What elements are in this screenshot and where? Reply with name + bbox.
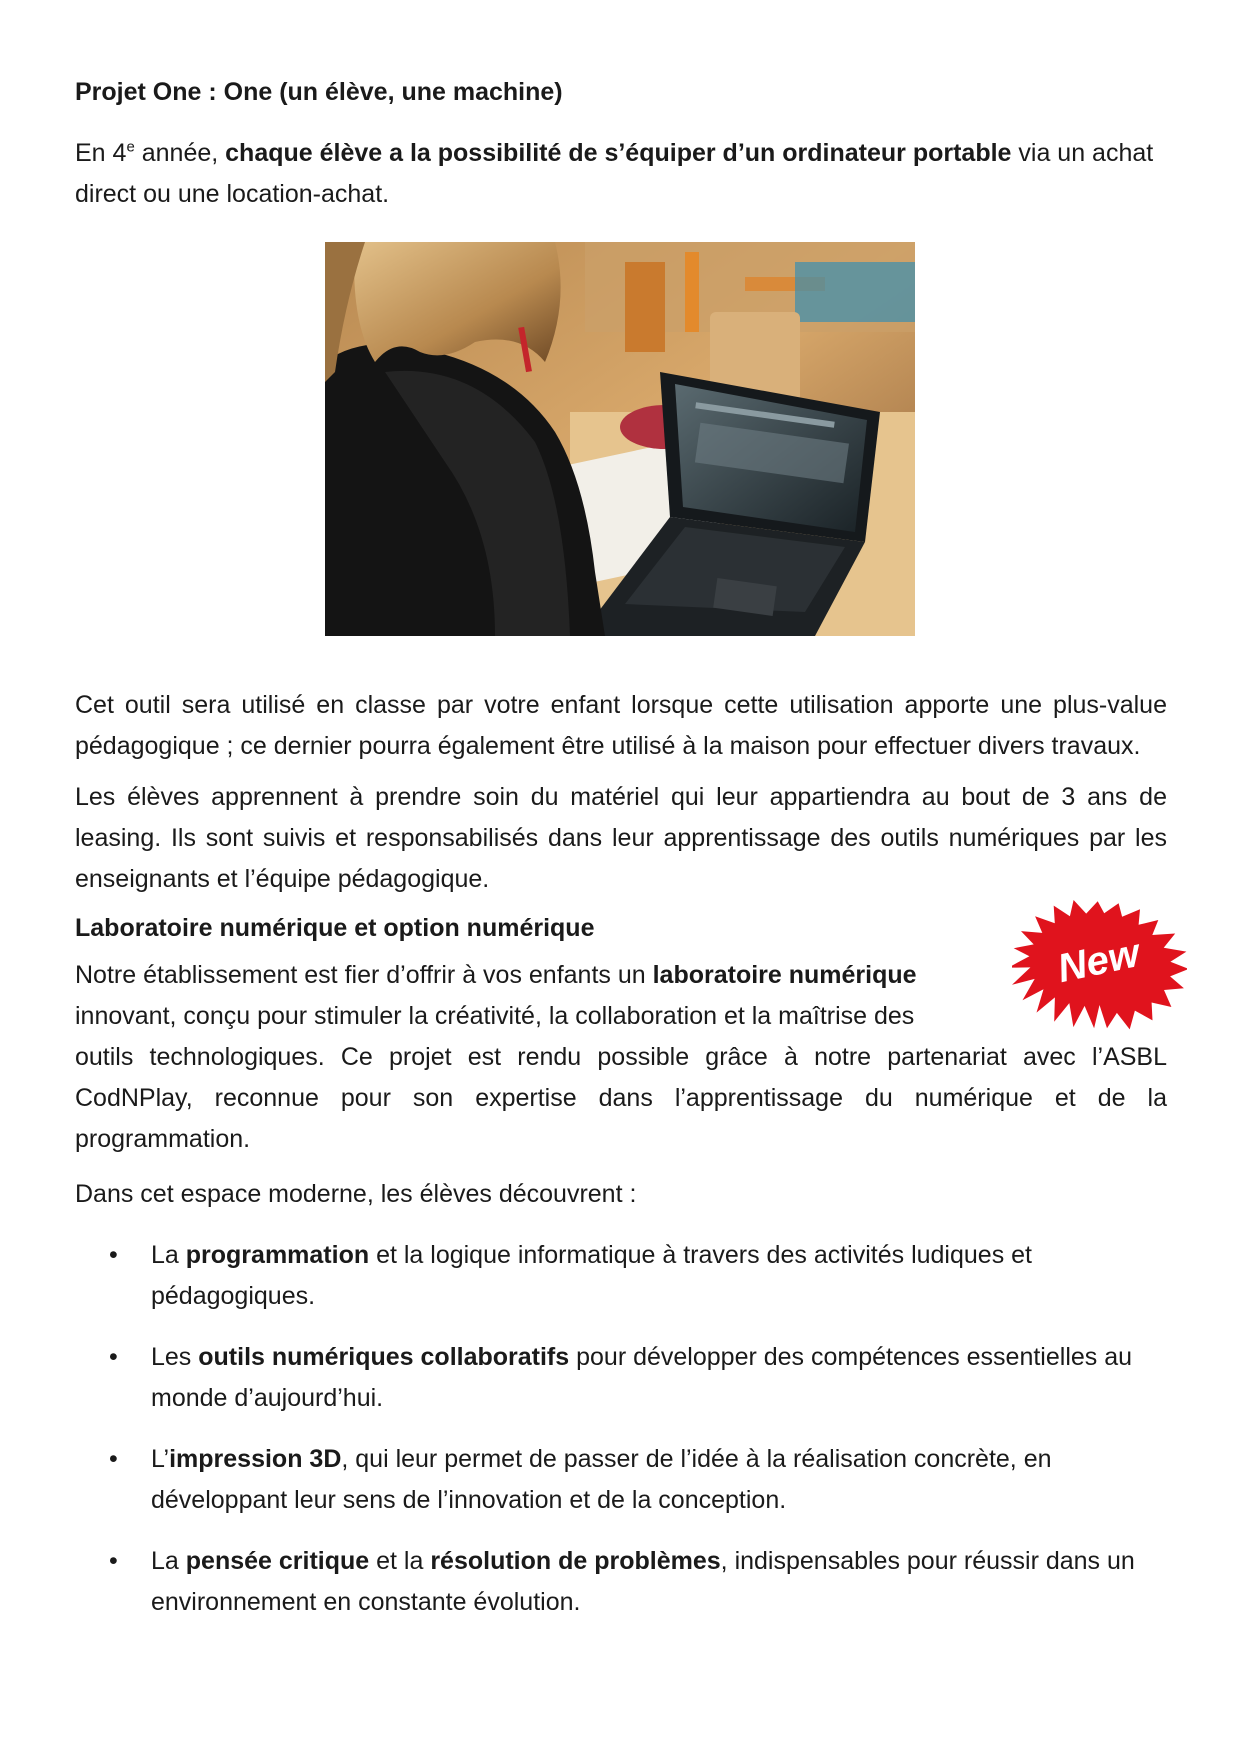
paragraph-care: Les élèves apprennent à prendre soin du matériel qui leur appartiendra au bout de 3 ans de leasing. Ils sont suivis et responsabilisés dans leur apprentissage des outils numériques par les enseignants et l’équipe pédagogique. bbox=[75, 783, 1167, 893]
list-item: • Les outils numériques collaboratifs pour développer des compétences essentielles au monde d’aujourd’hui. bbox=[75, 1337, 1167, 1419]
paragraph-usage: Cet outil sera utilisé en classe par votre enfant lorsque cette utilisation apporte une plus-value pédagogique ; ce dernier pourra également être utilisé à la maison pour effectuer divers travaux. bbox=[75, 691, 1167, 760]
lab-intro-rest: outils technologiques. Ce projet est rendu possible grâce à notre partenariat avec l’ASBL CodNPlay, reconnue pour son expertise dans l’apprentissage du numérique et de la programmation. bbox=[75, 1043, 1167, 1153]
list-intro: Dans cet espace moderne, les élèves découvrent : bbox=[75, 1180, 637, 1208]
bullet-icon: • bbox=[109, 1343, 118, 1371]
intro-highlight: chaque élève a la possibilité de s’équiper d’un ordinateur portable bbox=[225, 139, 1012, 167]
list-item: • L’impression 3D, qui leur permet de passer de l’idée à la réalisation concrète, en développant leur sens de l’innovation et de la conception. bbox=[75, 1439, 1167, 1521]
starburst-icon bbox=[1012, 900, 1187, 1030]
lab-highlight: laboratoire numérique bbox=[652, 961, 917, 989]
section-title-laboratoire: Laboratoire numérique et option numérique bbox=[75, 914, 595, 942]
list-item: • La programmation et la logique informatique à travers des activités ludiques et pédagogiques. bbox=[75, 1235, 1167, 1317]
bullet-icon: • bbox=[109, 1241, 118, 1269]
list-item: • La pensée critique et la résolution de problèmes, indispensables pour réussir dans un environnement en constante évolution. bbox=[75, 1541, 1167, 1623]
bullet-icon: • bbox=[109, 1547, 118, 1575]
section-title-projet-one: Projet One : One (un élève, une machine) bbox=[75, 78, 563, 106]
classroom-laptop-photo bbox=[325, 242, 915, 636]
photo-illustration bbox=[325, 242, 915, 636]
bullet-icon: • bbox=[109, 1445, 118, 1473]
lab-intro-line1: Notre établissement est fier d’offrir à vos enfants un laboratoire numérique bbox=[75, 961, 917, 989]
badge-label: New bbox=[1053, 931, 1144, 992]
lab-intro-line2: innovant, conçu pour stimuler la créativité, la collaboration et la maîtrise des bbox=[75, 1002, 915, 1030]
new-badge bbox=[1012, 900, 1187, 1030]
discovery-list bbox=[75, 1235, 1167, 1623]
intro-paragraph: En 4e année, chaque élève a la possibilité de s’équiper d’un ordinateur portable via un achat direct ou une location-achat. bbox=[75, 138, 1154, 208]
